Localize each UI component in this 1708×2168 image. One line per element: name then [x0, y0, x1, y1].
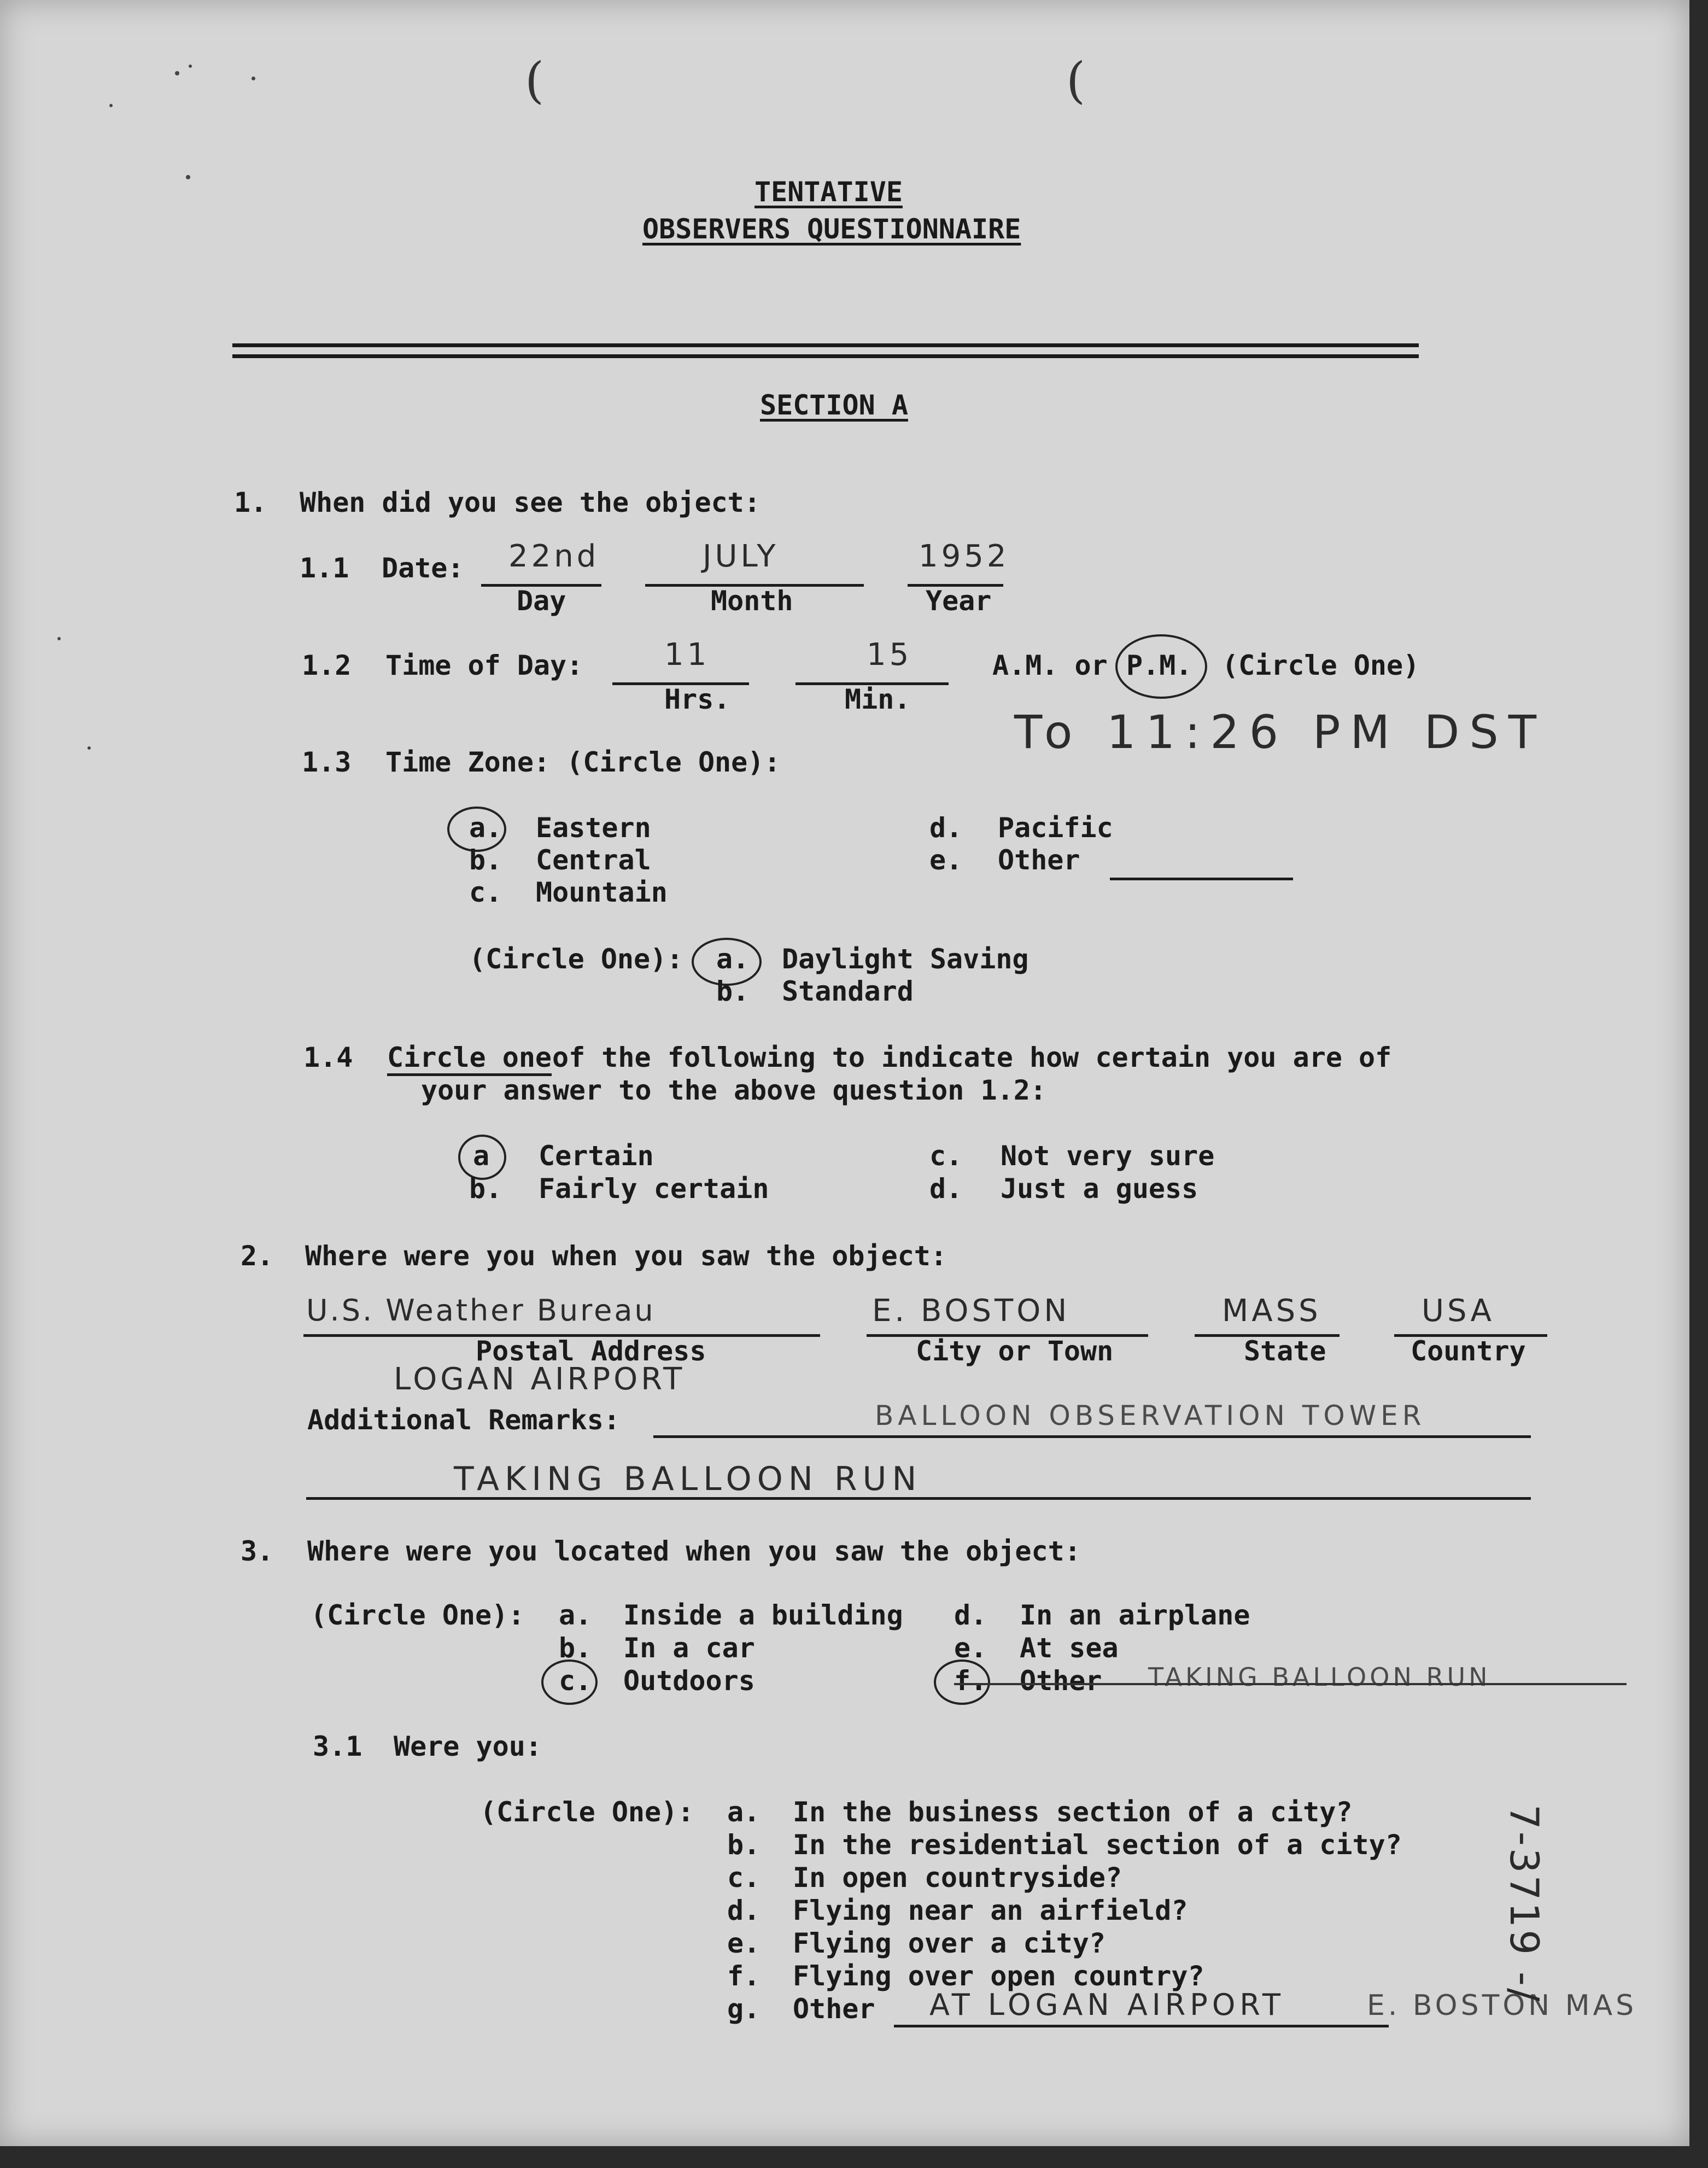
- loc-a-key: a.: [559, 1599, 592, 1631]
- address-extra: LOGAN AIRPORT: [394, 1361, 686, 1397]
- loc-d-key: d.: [954, 1599, 987, 1631]
- were-a-key: a.: [727, 1796, 761, 1828]
- ampm-prefix: A.M. or: [992, 650, 1108, 681]
- loc-b-text: In a car: [623, 1632, 755, 1664]
- q1-question: When did you see the object:: [300, 487, 761, 518]
- speck: [175, 71, 179, 75]
- tz-c-text: Mountain: [536, 876, 668, 908]
- were-c-key: c.: [727, 1862, 761, 1894]
- q1-1-number: 1.1: [300, 552, 349, 584]
- were-f-text: Flying over open country?: [793, 1960, 1204, 1992]
- were-e-text: Flying over a city?: [793, 1927, 1105, 1959]
- city-caption: City or Town: [916, 1335, 1114, 1367]
- were-b-key: b.: [727, 1829, 761, 1861]
- city-value: E. BOSTON: [872, 1293, 1071, 1329]
- date-year-value: 1952: [919, 539, 1010, 574]
- tz-b-text: Central: [536, 844, 651, 876]
- cert-c-text: Not very sure: [1001, 1140, 1215, 1172]
- were-d-key: d.: [727, 1895, 761, 1926]
- state-caption: State: [1244, 1335, 1326, 1367]
- loc-c-circle: [541, 1659, 598, 1705]
- tz-a-key: a.: [469, 812, 502, 844]
- speck: [57, 637, 61, 640]
- cert-b-key: b.: [469, 1173, 502, 1205]
- q1-4-circle-one: Circle one: [387, 1042, 552, 1076]
- loc-other-strike: [954, 1683, 1627, 1685]
- were-d-text: Flying near an airfield?: [793, 1895, 1188, 1926]
- form-title: TENTATIVE: [754, 176, 903, 208]
- q1-4-text-line2: your answer to the above question 1.2:: [421, 1074, 1046, 1106]
- remarks-label: Additional Remarks:: [307, 1404, 620, 1436]
- were-other-line: [894, 2025, 1389, 2027]
- min-caption: Min.: [845, 683, 911, 715]
- q1-1-label: Date:: [382, 552, 464, 584]
- cert-d-key: d.: [929, 1173, 963, 1205]
- hrs-caption: Hrs.: [664, 683, 730, 715]
- speck: [186, 175, 190, 179]
- loc-a-text: Inside a building: [623, 1599, 903, 1631]
- cert-d-text: Just a guess: [1001, 1173, 1198, 1205]
- margin-document-id: 7-3719 -/: [1501, 1804, 1547, 2004]
- loc-f-key: f.: [954, 1665, 987, 1697]
- address-value: U.S. Weather Bureau: [306, 1293, 656, 1328]
- loc-e-text: At sea: [1020, 1632, 1119, 1664]
- were-c-text: In open countryside?: [793, 1862, 1122, 1894]
- were-b-text: In the residential section of a city?: [793, 1829, 1402, 1861]
- cert-a-text: Certain: [539, 1140, 654, 1172]
- q1-2-label: Time of Day:: [385, 650, 583, 681]
- pm-option: P.M.: [1126, 650, 1192, 681]
- speck: [87, 746, 91, 750]
- tz-d-key: d.: [929, 812, 963, 844]
- speck: [109, 104, 113, 107]
- cert-c-key: c.: [929, 1140, 963, 1172]
- loc-c-text: Outdoors: [623, 1665, 755, 1697]
- were-other-extra: E. BOSTON MAS: [1367, 1989, 1637, 2022]
- divider: [232, 343, 1419, 347]
- country-caption: Country: [1411, 1335, 1526, 1367]
- date-day-value: 22nd: [508, 539, 600, 574]
- q1-4-text: of the following to indicate how certain you are of: [552, 1042, 1392, 1073]
- form-subtitle: OBSERVERS QUESTIONNAIRE: [642, 213, 1021, 245]
- q1-number: 1.: [234, 487, 267, 518]
- section-title: SECTION A: [760, 389, 908, 421]
- dst-b-key: b.: [716, 975, 750, 1007]
- state-value: MASS: [1222, 1293, 1321, 1329]
- q1-3-number: 1.3: [302, 746, 352, 778]
- time-min-value: 15: [867, 637, 913, 673]
- were-f-key: f.: [727, 1960, 761, 1992]
- tz-e-text: Other: [998, 844, 1080, 876]
- dst-b-text: Standard: [782, 975, 914, 1007]
- loc-f-circle: [934, 1659, 990, 1705]
- tz-a-text: Eastern: [536, 812, 651, 844]
- loc-other-value: TAKING BALLOON RUN: [1148, 1662, 1491, 1692]
- loc-f-text: Other: [1020, 1665, 1102, 1697]
- cert-a-key: a: [473, 1140, 490, 1172]
- speck: [251, 77, 255, 80]
- loc-e-key: e.: [954, 1632, 987, 1664]
- q3-circle-label: (Circle One):: [311, 1599, 525, 1631]
- q3-number: 3.: [241, 1535, 274, 1567]
- tz-e-key: e.: [929, 844, 963, 876]
- cert-b-text: Fairly certain: [539, 1173, 769, 1205]
- remarks-line1-rule: [653, 1435, 1531, 1438]
- q3-1-circle-label: (Circle One):: [480, 1796, 694, 1828]
- divider: [232, 354, 1419, 358]
- date-month-value: JULY: [703, 539, 779, 574]
- speck: [189, 65, 192, 68]
- q3-question: Where were you located when you saw the object:: [307, 1535, 1081, 1567]
- punch-bracket-left: (: [525, 52, 545, 109]
- day-caption: Day: [517, 585, 566, 617]
- q1-4-number: 1.4: [303, 1042, 353, 1073]
- time-note: To 11:26 PM DST: [1014, 705, 1547, 759]
- tz-b-key: b.: [469, 844, 502, 876]
- punch-bracket-right: (: [1066, 52, 1086, 109]
- year-caption: Year: [926, 585, 992, 617]
- pm-circle: [1115, 634, 1207, 699]
- dst-a-text: Daylight Saving: [782, 943, 1029, 975]
- tz-other-line: [1110, 878, 1293, 880]
- tz-c-key: c.: [469, 876, 502, 908]
- dst-a-key: a.: [716, 943, 750, 975]
- q1-3-label: Time Zone: (Circle One):: [385, 746, 781, 778]
- country-value: USA: [1422, 1293, 1495, 1329]
- were-other-value: AT LOGAN AIRPORT: [929, 1988, 1285, 2022]
- q3-1-number: 3.1: [313, 1731, 362, 1762]
- time-hrs-value: 11: [664, 637, 710, 673]
- q3-1-label: Were you:: [394, 1731, 542, 1762]
- remarks-line2-rule: [306, 1497, 1531, 1500]
- tz-d-text: Pacific: [998, 812, 1113, 844]
- were-g-text: Other: [793, 1993, 875, 2025]
- circle-one-note: (Circle One): [1222, 650, 1420, 681]
- q1-2-number: 1.2: [302, 650, 352, 681]
- loc-d-text: In an airplane: [1020, 1599, 1250, 1631]
- were-e-key: e.: [727, 1927, 761, 1959]
- q2-question: Where were you when you saw the object:: [305, 1240, 947, 1272]
- loc-b-key: b.: [559, 1632, 592, 1664]
- remarks-line1: BALLOON OBSERVATION TOWER: [875, 1400, 1426, 1431]
- month-caption: Month: [711, 585, 793, 617]
- address-caption: Postal Address: [476, 1335, 706, 1367]
- were-g-key: g.: [727, 1993, 761, 2025]
- q2-number: 2.: [241, 1240, 274, 1272]
- loc-c-key: c.: [559, 1665, 592, 1697]
- were-a-text: In the business section of a city?: [793, 1796, 1353, 1828]
- dst-label: (Circle One):: [469, 943, 683, 975]
- remarks-line2: TAKING BALLOON RUN: [454, 1460, 922, 1498]
